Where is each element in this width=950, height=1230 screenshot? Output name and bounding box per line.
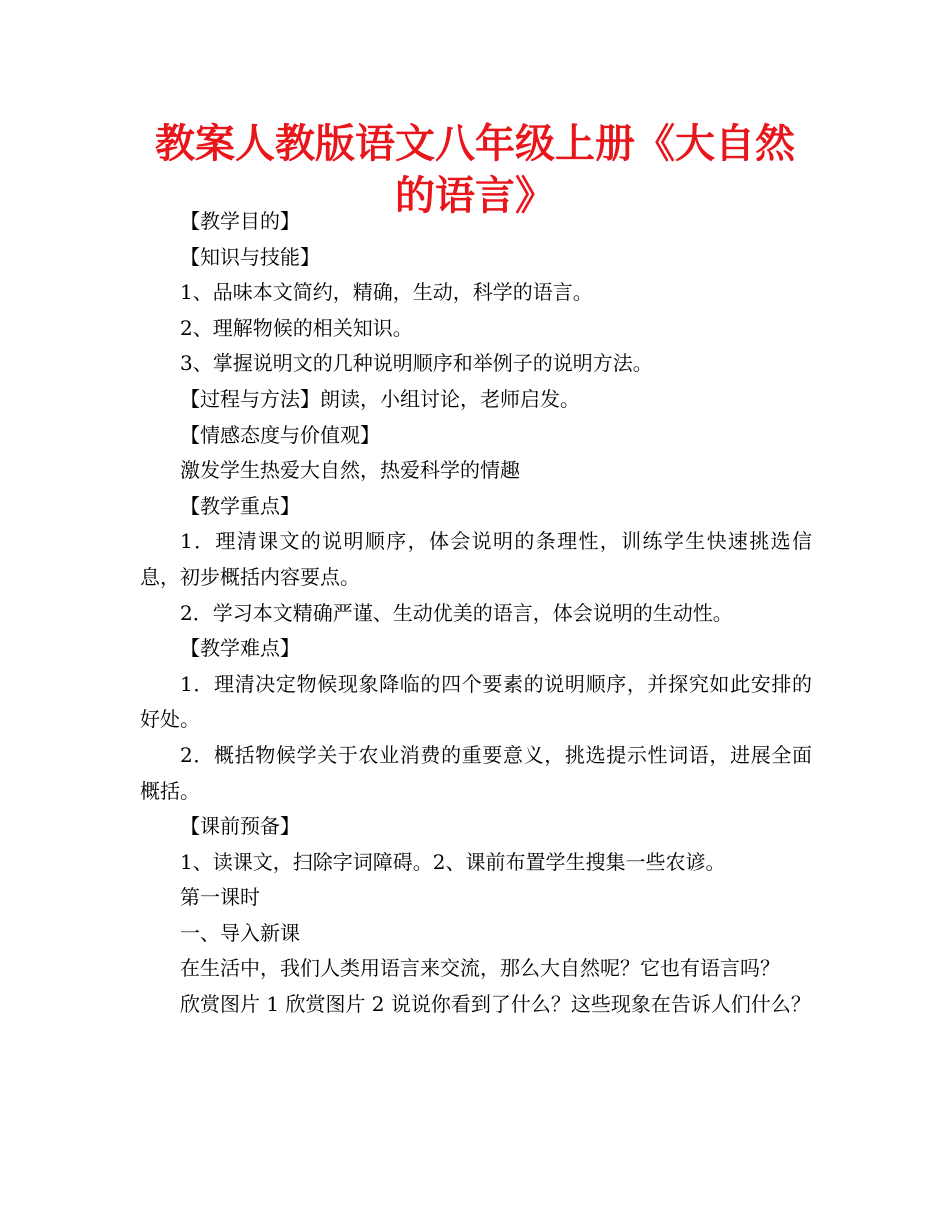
goal-item-2: 2、理解物候的相关知识。 — [180, 315, 413, 340]
heading-preparation: 【课前预备】 — [180, 814, 300, 839]
emotion-values-text: 激发学生热爱大自然，热爱科学的情趣 — [180, 458, 520, 483]
introduction-text-1: 在生活中，我们人类用语言来交流，那么大自然呢？它也有语言吗？ — [180, 956, 780, 981]
heading-key-points: 【教学重点】 — [180, 493, 300, 518]
heading-knowledge-skill: 【知识与技能】 — [180, 244, 320, 269]
introduction-text-2: 欣赏图片 1 欣赏图片 2 说说你看到了什么？这些现象在告诉人们什么？ — [180, 992, 811, 1017]
document-title: 教案人教版语文八年级上册《大自然的语言》 — [155, 121, 795, 219]
difficulty-1: 1．理清决定物候现象降临的四个要素的说明顺序，并探究如此安排的好处。 — [140, 671, 812, 732]
difficulty-2: 2．概括物候学关于农业消费的重要意义，挑选提示性词语，进展全面概括。 — [140, 742, 812, 803]
key-point-2: 2．学习本文精确严谨、生动优美的语言，体会说明的生动性。 — [180, 600, 733, 625]
process-method: 【过程与方法】朗读，小组讨论，老师启发。 — [180, 386, 580, 411]
document-body — [140, 204, 812, 1023]
heading-teaching-goal: 【教学目的】 — [180, 209, 300, 233]
heading-emotion-values: 【情感态度与价值观】 — [180, 422, 380, 447]
heading-difficulties: 【教学难点】 — [180, 636, 300, 661]
lesson-one-heading: 第一课时 — [180, 885, 260, 910]
key-point-1: 1．理清课文的说明顺序，体会说明的条理性，训练学生快速挑选信息，初步概括内容要点。 — [140, 529, 812, 589]
preparation-text: 1、读课文，扫除字词障碍。2、课前布置学生搜集一些农谚。 — [180, 849, 726, 874]
goal-item-3: 3、掌握说明文的几种说明顺序和举例子的说明方法。 — [180, 351, 653, 376]
goal-item-1: 1、品味本文简约，精确，生动，科学的语言。 — [180, 280, 593, 305]
section-introduction-heading: 一、导入新课 — [180, 920, 300, 945]
